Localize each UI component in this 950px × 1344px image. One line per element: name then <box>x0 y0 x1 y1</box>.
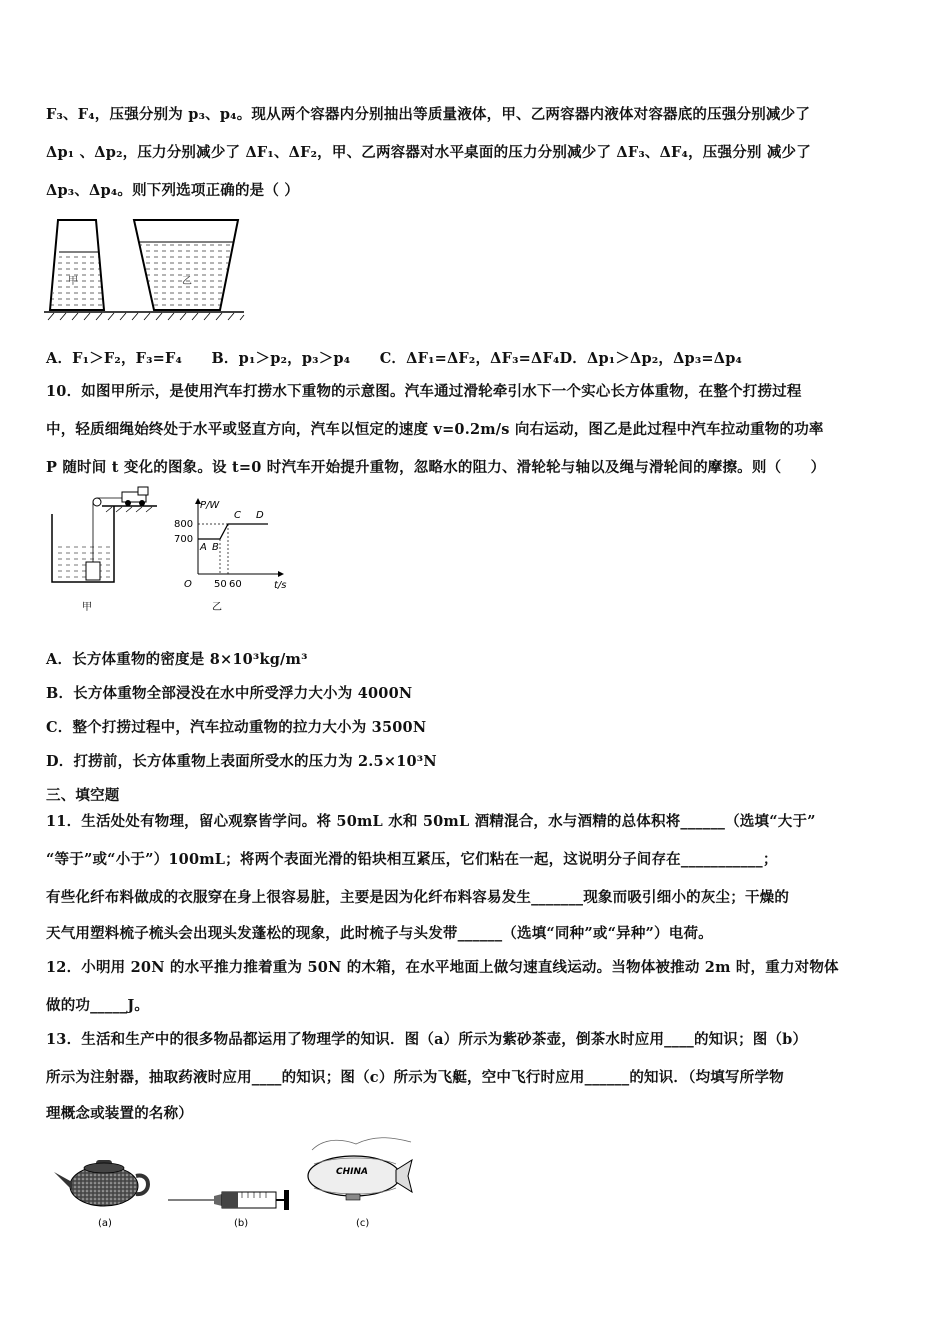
container-jia-label: 甲 <box>68 276 78 287</box>
graph-point-b: B <box>212 542 219 553</box>
q10-option-b: B．长方体重物全部浸没在水中所受浮力大小为 4000N <box>46 685 413 702</box>
q13-line-1: 13．生活和生产中的很多物品都运用了物理学的知识．图（a）所示为紫砂茶壶，倒茶水时应用____的知识；图（b） <box>46 1031 808 1048</box>
graph-tick-700: 700 <box>174 534 194 545</box>
graph-tick-60: 60 <box>229 579 242 590</box>
q10-line-3: P 随时间 t 变化的图象。设 t=0 时汽车开始提升重物，忽略水的阻力、滑轮轮与轴以及绳与滑轮间的摩擦。则（ ） <box>46 459 826 476</box>
q9-line-3: Δp₃、Δp₄。则下列选项正确的是（ ） <box>46 182 300 199</box>
graph-ylabel: P/W <box>200 500 220 511</box>
fig-jia-caption: 甲 <box>82 602 92 613</box>
fig-yi-caption: 乙 <box>212 602 222 613</box>
q9-line-2: Δp₁ 、Δp₂，压力分别减少了 ΔF₁、ΔF₂，甲、乙两容器对水平桌面的压力分别减少了 ΔF₃、ΔF₄，压强分别 减少了 <box>46 144 811 161</box>
graph-tick-50: 50 <box>214 579 227 590</box>
q10-option-c: C．整个打捞过程中，汽车拉动重物的拉力大小为 3500N <box>46 719 427 736</box>
section-title: 三、填空题 <box>46 787 120 804</box>
graph-point-d: D <box>256 510 264 521</box>
q9-line-1: F₃、F₄，压强分别为 p₃、p₄。现从两个容器内分别抽出等质量液体，甲、乙两容器内液体对容器底的压强分别减少了 <box>46 106 811 123</box>
q11-line-2: “等于”或“小于”）100mL；将两个表面光滑的铅块相互紧压，它们粘在一起，这说明分子间存在___________； <box>46 851 778 868</box>
container-yi-label: 乙 <box>182 276 192 287</box>
caption-c: (c) <box>356 1218 370 1229</box>
caption-a: (a) <box>98 1218 112 1229</box>
q9-options: A．F₁＞F₂，F₃=F₄ B．p₁＞p₂，p₃＞p₄ C．ΔF₁=ΔF₂，ΔF₃=ΔF₄D．Δp₁＞Δp₂，Δp₃=Δp₄ <box>46 350 743 367</box>
q13-line-3: 理概念或装置的名称） <box>46 1105 193 1122</box>
power-curve <box>198 524 268 539</box>
graph-point-c: C <box>234 510 241 521</box>
blimp-label: CHINA <box>336 1167 368 1177</box>
q10-line-1: 10．如图甲所示，是使用汽车打捞水下重物的示意图。汽车通过滑轮牵引水下一个实心长方体重物，在整个打捞过程 <box>46 383 802 400</box>
graph-point-a: A <box>200 542 207 553</box>
q10-line-2: 中，轻质细绳始终处于水平或竖直方向，汽车以恒定的速度 v=0.2m/s 向右运动，图乙是此过程中汽车拉动重物的功率 <box>46 421 824 438</box>
teapot-icon <box>54 1160 148 1206</box>
q9-containers-figure <box>42 212 247 324</box>
q10-option-d: D．打捞前，长方体重物上表面所受水的压力为 2.5×10³N <box>46 753 437 770</box>
q10-option-a: A．长方体重物的密度是 8×10³kg/m³ <box>46 651 308 668</box>
q11-line-1: 11．生活处处有物理，留心观察皆学问。将 50mL 水和 50mL 酒精混合，水与酒精的总体积将______（选填“大于” <box>46 813 816 830</box>
q10-pt-graph <box>170 496 290 614</box>
graph-tick-800: 800 <box>174 519 194 530</box>
graph-origin: O <box>184 579 192 590</box>
q11-line-4: 天气用塑料梳子梳头会出现头发蓬松的现象，此时梳子与头发带______（选填“同种”或“异种”）电荷。 <box>46 925 713 942</box>
q12-line-1: 12．小明用 20N 的水平推力推着重为 50N 的木箱，在水平地面上做匀速直线运动。当物体被推动 2m 时，重力对物体 <box>46 959 839 976</box>
q13-objects-figure <box>46 1130 426 1230</box>
q13-line-2: 所示为注射器，抽取药液时应用____的知识；图（c）所示为飞艇，空中飞行时应用______的知识．（均填写所学物 <box>46 1069 784 1086</box>
q11-line-3: 有些化纤布料做成的衣服穿在身上很容易脏，主要是因为化纤布料容易发生_______现象而吸引细小的灰尘；干燥的 <box>46 889 790 906</box>
q12-line-2: 做的功_____J。 <box>46 997 150 1014</box>
caption-b: (b) <box>234 1218 249 1229</box>
syringe-icon <box>168 1190 289 1210</box>
q10-truck-figure <box>42 484 162 614</box>
blimp-icon <box>308 1138 412 1200</box>
graph-xlabel: t/s <box>274 580 287 591</box>
